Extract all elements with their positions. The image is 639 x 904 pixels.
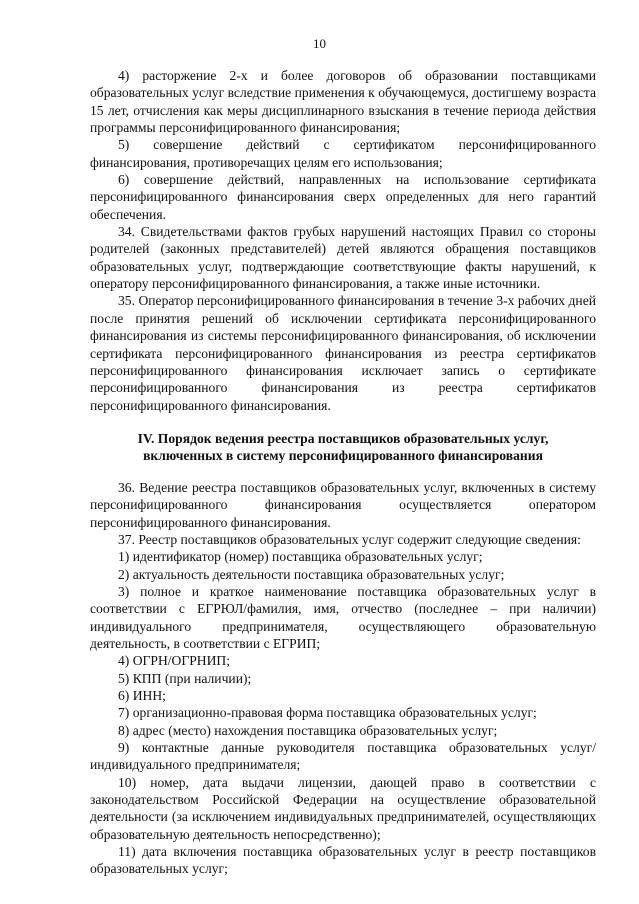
paragraph-35-operator-exclusion: 35. Оператор персонифицированного финансирования в течение 3-х рабочих дней после принятия решений об исключении сертификата персонифицированного финансирования из системы персонифицированного финансирования, об исключении сертификата персонифицированного финансирования из реестра сертификатов персонифицированного финансирования исключает запись о сертификате персонифицированного финансирования из реестра сертификатов персонифицированного финансирования. <box>90 293 596 413</box>
list-item-8-address: 8) адрес (место) нахождения поставщика образовательных услуг; <box>118 722 498 738</box>
list-item-7-legal-form: 7) организационно-правовая форма поставщика образовательных услуг; <box>118 705 537 721</box>
list-item-10-license: 10) номер, дата выдачи лицензии, дающей право в соответствии с законодательством Российской Федерации на осуществление образовательной деятельности (за исключением индивидуальных предпринимателей, осуществляющих образовательную деятельность непосредственно); <box>90 774 596 842</box>
list-item-1-identifier: 1) идентификатор (номер) поставщика образовательных услуг; <box>118 549 483 565</box>
paragraph-37-registry-contents: 37. Реестр поставщиков образовательных услуг содержит следующие сведения: <box>118 531 581 547</box>
paragraph-36-registry-maintenance: 36. Ведение реестра поставщиков образовательных услуг, включенных в систему персонифицированного финансирования осуществляется оператором персонифицированного финансирования. <box>90 479 596 530</box>
section-heading-line-1: IV. Порядок ведения реестра поставщиков образовательных услуг, <box>137 430 549 446</box>
list-item-6-inn: 6) ИНН; <box>118 688 166 703</box>
section-heading <box>90 430 596 465</box>
paragraph-34-evidence: 34. Свидетельствами фактов грубых нарушений настоящих Правил со стороны родителей (законных представителей) детей являются обращения поставщиков образовательных услуг, подтверждающие соответствующие факты нарушений, к оператору персонифицированного финансирования, а также иные источники. <box>90 224 596 292</box>
list-item-2-actuality: 2) актуальность деятельности поставщика образовательных услуг; <box>118 566 505 582</box>
paragraph-item-5-certificate-misuse: 5) совершение действий с сертификатом персонифицированного финансирования, противоречащих целям его использования; <box>90 137 596 170</box>
paragraph-item-6-over-guarantee: 6) совершение действий, направленных на использование сертификата персонифицированного финансирования сверх определенных для него гарантий обеспечения. <box>90 172 596 222</box>
list-item-9-contacts: 9) контактные данные руководителя поставщика образовательных услуг/ индивидуального предпринимателя; <box>90 740 596 773</box>
paragraph-item-4-termination: 4) расторжение 2-х и более договоров об образовании поставщиками образовательных услуг вследствие применения к обучающемуся, достигшему возраста 15 лет, отчисления как меры дисциплинарного взыскания в течение периода действия программы персонифицированного финансирования; <box>90 68 596 136</box>
list-item-3-name: 3) полное и краткое наименование поставщика образовательных услуг в соответствии с ЕГРЮЛ/фамилия, имя, отчество (последнее – при наличии) индивидуального предпринимателя, осуществляющего образовательную деятельность, в соответствии с ЕГРИП; <box>90 583 596 651</box>
list-item-4-ogrn: 4) ОГРН/ОГРНИП; <box>118 653 231 669</box>
page-number: 10 <box>313 36 326 51</box>
list-item-5-kpp: 5) КПП (при наличии); <box>118 670 252 686</box>
list-item-11-inclusion-date: 11) дата включения поставщика образовательных услуг в реестр поставщиков образовательных услуг; <box>90 844 596 877</box>
document-body <box>90 67 596 878</box>
section-heading-line-2: включенных в систему персонифицированного финансирования <box>143 448 543 464</box>
